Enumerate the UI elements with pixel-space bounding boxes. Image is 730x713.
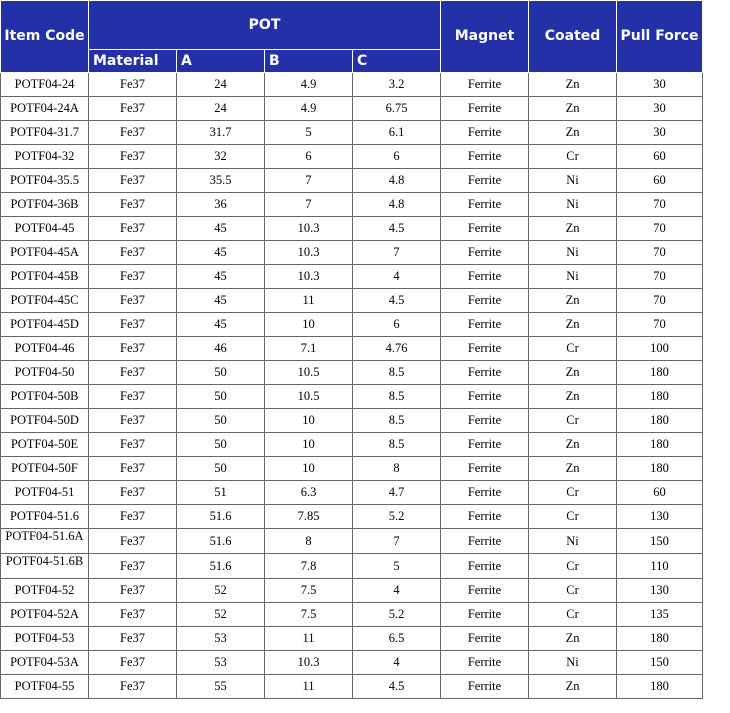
dimension-c-cell: 6.75: [353, 97, 441, 121]
coated-cell: Ni: [529, 651, 617, 675]
material-header: Material: [89, 50, 177, 73]
material-cell: Fe37: [89, 409, 177, 433]
magnet-cell: Ferrite: [441, 433, 529, 457]
pull-force-cell: 180: [617, 409, 703, 433]
magnet-cell: Ferrite: [441, 603, 529, 627]
material-cell: Fe37: [89, 481, 177, 505]
table-row: [1, 337, 703, 361]
magnet-cell: Ferrite: [441, 193, 529, 217]
table-row: [1, 651, 703, 675]
material-cell: Fe37: [89, 265, 177, 289]
dimension-c-cell: 7: [353, 529, 441, 554]
item-code-cell: POTF04-51: [1, 481, 89, 505]
dimension-c-cell: 4: [353, 579, 441, 603]
magnet-cell: Ferrite: [441, 241, 529, 265]
magnet-cell: Ferrite: [441, 529, 529, 554]
dimension-c-cell: 6.5: [353, 627, 441, 651]
dimension-b-cell: 7.8: [265, 554, 353, 579]
magnet-cell: Ferrite: [441, 651, 529, 675]
pull-force-cell: 60: [617, 481, 703, 505]
material-cell: Fe37: [89, 675, 177, 699]
dimension-a-cell: 35.5: [177, 169, 265, 193]
dimension-c-cell: 3.2: [353, 73, 441, 97]
dimension-c-cell: 4.5: [353, 289, 441, 313]
coated-header: Coated: [529, 1, 617, 73]
dimension-c-cell: 5: [353, 554, 441, 579]
dimension-a-cell: 51.6: [177, 554, 265, 579]
table-row: [1, 193, 703, 217]
magnet-cell: Ferrite: [441, 121, 529, 145]
item-code-cell: POTF04-31.7: [1, 121, 89, 145]
table-row: [1, 97, 703, 121]
dimension-a-cell: 24: [177, 97, 265, 121]
pull-force-cell: 70: [617, 193, 703, 217]
material-cell: Fe37: [89, 457, 177, 481]
material-cell: Fe37: [89, 554, 177, 579]
magnet-cell: Ferrite: [441, 265, 529, 289]
magnet-cell: Ferrite: [441, 217, 529, 241]
pull-force-cell: 30: [617, 73, 703, 97]
pull-force-cell: 150: [617, 529, 703, 554]
pull-force-cell: 180: [617, 361, 703, 385]
material-cell: Fe37: [89, 361, 177, 385]
magnet-cell: Ferrite: [441, 579, 529, 603]
dimension-a-cell: 36: [177, 193, 265, 217]
pull-force-cell: 130: [617, 505, 703, 529]
coated-cell: Cr: [529, 409, 617, 433]
material-cell: Fe37: [89, 337, 177, 361]
dimension-b-cell: 7.5: [265, 579, 353, 603]
dimension-a-cell: 50: [177, 433, 265, 457]
dimension-c-header: C: [353, 50, 441, 73]
item-code-cell: POTF04-45: [1, 217, 89, 241]
item-code-cell: POTF04-46: [1, 337, 89, 361]
dimension-c-cell: 7: [353, 241, 441, 265]
dimension-b-cell: 10.3: [265, 241, 353, 265]
dimension-a-cell: 50: [177, 457, 265, 481]
coated-cell: Zn: [529, 289, 617, 313]
coated-cell: Ni: [529, 241, 617, 265]
dimension-a-cell: 45: [177, 241, 265, 265]
dimension-a-cell: 45: [177, 217, 265, 241]
item-code-cell: POTF04-52: [1, 579, 89, 603]
item-code-cell: POTF04-55: [1, 675, 89, 699]
dimension-a-header: A: [177, 50, 265, 73]
item-code-cell: POTF04-51.6B: [1, 554, 89, 579]
dimension-a-cell: 32: [177, 145, 265, 169]
dimension-a-cell: 51: [177, 481, 265, 505]
magnet-cell: Ferrite: [441, 289, 529, 313]
material-cell: Fe37: [89, 145, 177, 169]
pull-force-cell: 70: [617, 241, 703, 265]
magnet-cell: Ferrite: [441, 169, 529, 193]
pull-force-cell: 30: [617, 121, 703, 145]
coated-cell: Zn: [529, 675, 617, 699]
pull-force-cell: 150: [617, 651, 703, 675]
dimension-a-cell: 50: [177, 385, 265, 409]
table-row: [1, 73, 703, 97]
dimension-c-cell: 6: [353, 145, 441, 169]
magnet-cell: Ferrite: [441, 505, 529, 529]
table-row: [1, 265, 703, 289]
coated-cell: Cr: [529, 579, 617, 603]
coated-cell: Zn: [529, 73, 617, 97]
item-code-cell: POTF04-45D: [1, 313, 89, 337]
dimension-b-cell: 10.5: [265, 361, 353, 385]
dimension-a-cell: 50: [177, 361, 265, 385]
table-row: [1, 289, 703, 313]
dimension-c-cell: 5.2: [353, 603, 441, 627]
material-cell: Fe37: [89, 97, 177, 121]
dimension-b-cell: 10.5: [265, 385, 353, 409]
magnet-header: Magnet: [441, 1, 529, 73]
magnet-cell: Ferrite: [441, 675, 529, 699]
magnet-cell: Ferrite: [441, 409, 529, 433]
coated-cell: Zn: [529, 385, 617, 409]
dimension-b-cell: 6: [265, 145, 353, 169]
coated-cell: Cr: [529, 337, 617, 361]
pull-force-cell: 70: [617, 217, 703, 241]
magnet-cell: Ferrite: [441, 481, 529, 505]
table-row: [1, 481, 703, 505]
dimension-a-cell: 50: [177, 409, 265, 433]
coated-cell: Ni: [529, 265, 617, 289]
material-cell: Fe37: [89, 651, 177, 675]
coated-cell: Ni: [529, 169, 617, 193]
item-code-cell: POTF04-50B: [1, 385, 89, 409]
table-row: [1, 457, 703, 481]
item-code-cell: POTF04-50: [1, 361, 89, 385]
pull-force-cell: 60: [617, 169, 703, 193]
pull-force-cell: 70: [617, 313, 703, 337]
pull-force-cell: 180: [617, 675, 703, 699]
item-code-cell: POTF04-45C: [1, 289, 89, 313]
dimension-b-cell: 7: [265, 193, 353, 217]
item-code-cell: POTF04-51.6: [1, 505, 89, 529]
magnet-cell: Ferrite: [441, 627, 529, 651]
pull-force-cell: 110: [617, 554, 703, 579]
dimension-b-cell: 5: [265, 121, 353, 145]
dimension-a-cell: 52: [177, 579, 265, 603]
dimension-a-cell: 46: [177, 337, 265, 361]
item-code-cell: POTF04-36B: [1, 193, 89, 217]
dimension-a-cell: 45: [177, 265, 265, 289]
item-code-cell: POTF04-45A: [1, 241, 89, 265]
item-code-cell: POTF04-35.5: [1, 169, 89, 193]
dimension-b-cell: 10.3: [265, 265, 353, 289]
dimension-b-cell: 11: [265, 627, 353, 651]
dimension-b-cell: 4.9: [265, 97, 353, 121]
table-row: [1, 675, 703, 699]
pull-force-header: Pull Force: [617, 1, 703, 73]
dimension-c-cell: 8: [353, 457, 441, 481]
dimension-b-cell: 10.3: [265, 217, 353, 241]
coated-cell: Zn: [529, 627, 617, 651]
dimension-a-cell: 53: [177, 627, 265, 651]
material-cell: Fe37: [89, 121, 177, 145]
item-code-cell: POTF04-53: [1, 627, 89, 651]
magnet-cell: Ferrite: [441, 97, 529, 121]
dimension-c-cell: 6.1: [353, 121, 441, 145]
material-cell: Fe37: [89, 313, 177, 337]
pot-header: POT: [89, 1, 441, 50]
dimension-c-cell: 8.5: [353, 409, 441, 433]
coated-cell: Zn: [529, 121, 617, 145]
coated-cell: Zn: [529, 97, 617, 121]
item-code-cell: POTF04-53A: [1, 651, 89, 675]
material-cell: Fe37: [89, 169, 177, 193]
dimension-c-cell: 8.5: [353, 361, 441, 385]
table-row: [1, 241, 703, 265]
dimension-b-cell: 7.1: [265, 337, 353, 361]
magnet-cell: Ferrite: [441, 385, 529, 409]
item-code-cell: POTF04-24: [1, 73, 89, 97]
dimension-a-cell: 51.6: [177, 529, 265, 554]
dimension-c-cell: 4: [353, 265, 441, 289]
pull-force-cell: 30: [617, 97, 703, 121]
pull-force-cell: 180: [617, 385, 703, 409]
coated-cell: Cr: [529, 554, 617, 579]
dimension-b-cell: 7.5: [265, 603, 353, 627]
table-row: [1, 217, 703, 241]
table-row: [1, 313, 703, 337]
pull-force-cell: 130: [617, 579, 703, 603]
table-body: [1, 73, 703, 699]
dimension-b-cell: 7.85: [265, 505, 353, 529]
table-row: [1, 169, 703, 193]
material-cell: Fe37: [89, 193, 177, 217]
coated-cell: Zn: [529, 217, 617, 241]
table-row: [1, 627, 703, 651]
dimension-b-cell: 4.9: [265, 73, 353, 97]
material-cell: Fe37: [89, 385, 177, 409]
table-header: Item Code POT Magnet Coated Pull Force Material A B C (N): [1, 1, 703, 73]
material-cell: Fe37: [89, 579, 177, 603]
pull-force-cell: 100: [617, 337, 703, 361]
dimension-a-cell: 52: [177, 603, 265, 627]
dimension-c-cell: 4.5: [353, 675, 441, 699]
table-row: [1, 433, 703, 457]
dimension-c-cell: 8.5: [353, 433, 441, 457]
coated-cell: Cr: [529, 145, 617, 169]
material-cell: Fe37: [89, 627, 177, 651]
coated-cell: Cr: [529, 603, 617, 627]
magnet-cell: Ferrite: [441, 457, 529, 481]
item-code-cell: POTF04-51.6A: [1, 529, 89, 554]
dimension-b-cell: 11: [265, 289, 353, 313]
magnet-cell: Ferrite: [441, 554, 529, 579]
material-cell: Fe37: [89, 433, 177, 457]
coated-cell: Zn: [529, 457, 617, 481]
coated-cell: Cr: [529, 481, 617, 505]
dimension-c-cell: 4.5: [353, 217, 441, 241]
item-code-cell: POTF04-32: [1, 145, 89, 169]
material-cell: Fe37: [89, 529, 177, 554]
dimension-b-cell: 7: [265, 169, 353, 193]
coated-cell: Zn: [529, 361, 617, 385]
pull-force-cell: 135: [617, 603, 703, 627]
item-code-cell: POTF04-50E: [1, 433, 89, 457]
dimension-b-cell: 6.3: [265, 481, 353, 505]
pull-force-cell: 180: [617, 627, 703, 651]
table-row: [1, 579, 703, 603]
dimension-a-cell: 51.6: [177, 505, 265, 529]
dimension-c-cell: 6: [353, 313, 441, 337]
pull-force-cell: 70: [617, 289, 703, 313]
dimension-b-cell: 11: [265, 675, 353, 699]
dimension-c-cell: 4.8: [353, 169, 441, 193]
pull-force-cell: 70: [617, 265, 703, 289]
dimension-c-cell: 8.5: [353, 385, 441, 409]
dimension-b-cell: 10: [265, 313, 353, 337]
magnet-cell: Ferrite: [441, 145, 529, 169]
material-cell: Fe37: [89, 603, 177, 627]
coated-cell: Zn: [529, 313, 617, 337]
material-cell: Fe37: [89, 289, 177, 313]
dimension-b-cell: 10: [265, 457, 353, 481]
magnet-cell: Ferrite: [441, 361, 529, 385]
magnet-cell: Ferrite: [441, 73, 529, 97]
dimension-c-cell: 4: [353, 651, 441, 675]
material-cell: Fe37: [89, 217, 177, 241]
material-cell: Fe37: [89, 241, 177, 265]
table-row: [1, 505, 703, 529]
item-code-cell: POTF04-52A: [1, 603, 89, 627]
dimension-b-header: B: [265, 50, 353, 73]
dimension-a-cell: 53: [177, 651, 265, 675]
dimension-a-cell: 45: [177, 289, 265, 313]
coated-cell: Zn: [529, 433, 617, 457]
pull-force-cell: 180: [617, 433, 703, 457]
dimension-a-cell: 31.7: [177, 121, 265, 145]
table-row: [1, 409, 703, 433]
item-code-cell: POTF04-45B: [1, 265, 89, 289]
dimension-b-cell: 10: [265, 433, 353, 457]
table-row: [1, 554, 703, 579]
table-row: [1, 603, 703, 627]
dimension-b-cell: 10.3: [265, 651, 353, 675]
dimension-c-cell: 4.8: [353, 193, 441, 217]
table-row: [1, 529, 703, 554]
dimension-c-cell: 4.7: [353, 481, 441, 505]
table-row: [1, 361, 703, 385]
magnet-cell: Ferrite: [441, 313, 529, 337]
dimension-a-cell: 45: [177, 313, 265, 337]
dimension-c-cell: 4.76: [353, 337, 441, 361]
dimension-b-cell: 8: [265, 529, 353, 554]
table-row: [1, 145, 703, 169]
table-row: [1, 385, 703, 409]
dimension-b-cell: 10: [265, 409, 353, 433]
magnet-cell: Ferrite: [441, 337, 529, 361]
item-code-cell: POTF04-50D: [1, 409, 89, 433]
pull-force-cell: 180: [617, 457, 703, 481]
coated-cell: Ni: [529, 529, 617, 554]
dimension-a-cell: 24: [177, 73, 265, 97]
material-cell: Fe37: [89, 505, 177, 529]
dimension-a-cell: 55: [177, 675, 265, 699]
coated-cell: Cr: [529, 505, 617, 529]
dimension-c-cell: 5.2: [353, 505, 441, 529]
item-code-cell: POTF04-24A: [1, 97, 89, 121]
table-row: [1, 121, 703, 145]
material-cell: Fe37: [89, 73, 177, 97]
pull-force-cell: 60: [617, 145, 703, 169]
item-code-cell: POTF04-50F: [1, 457, 89, 481]
coated-cell: Ni: [529, 193, 617, 217]
item-code-header: Item Code: [1, 1, 89, 73]
